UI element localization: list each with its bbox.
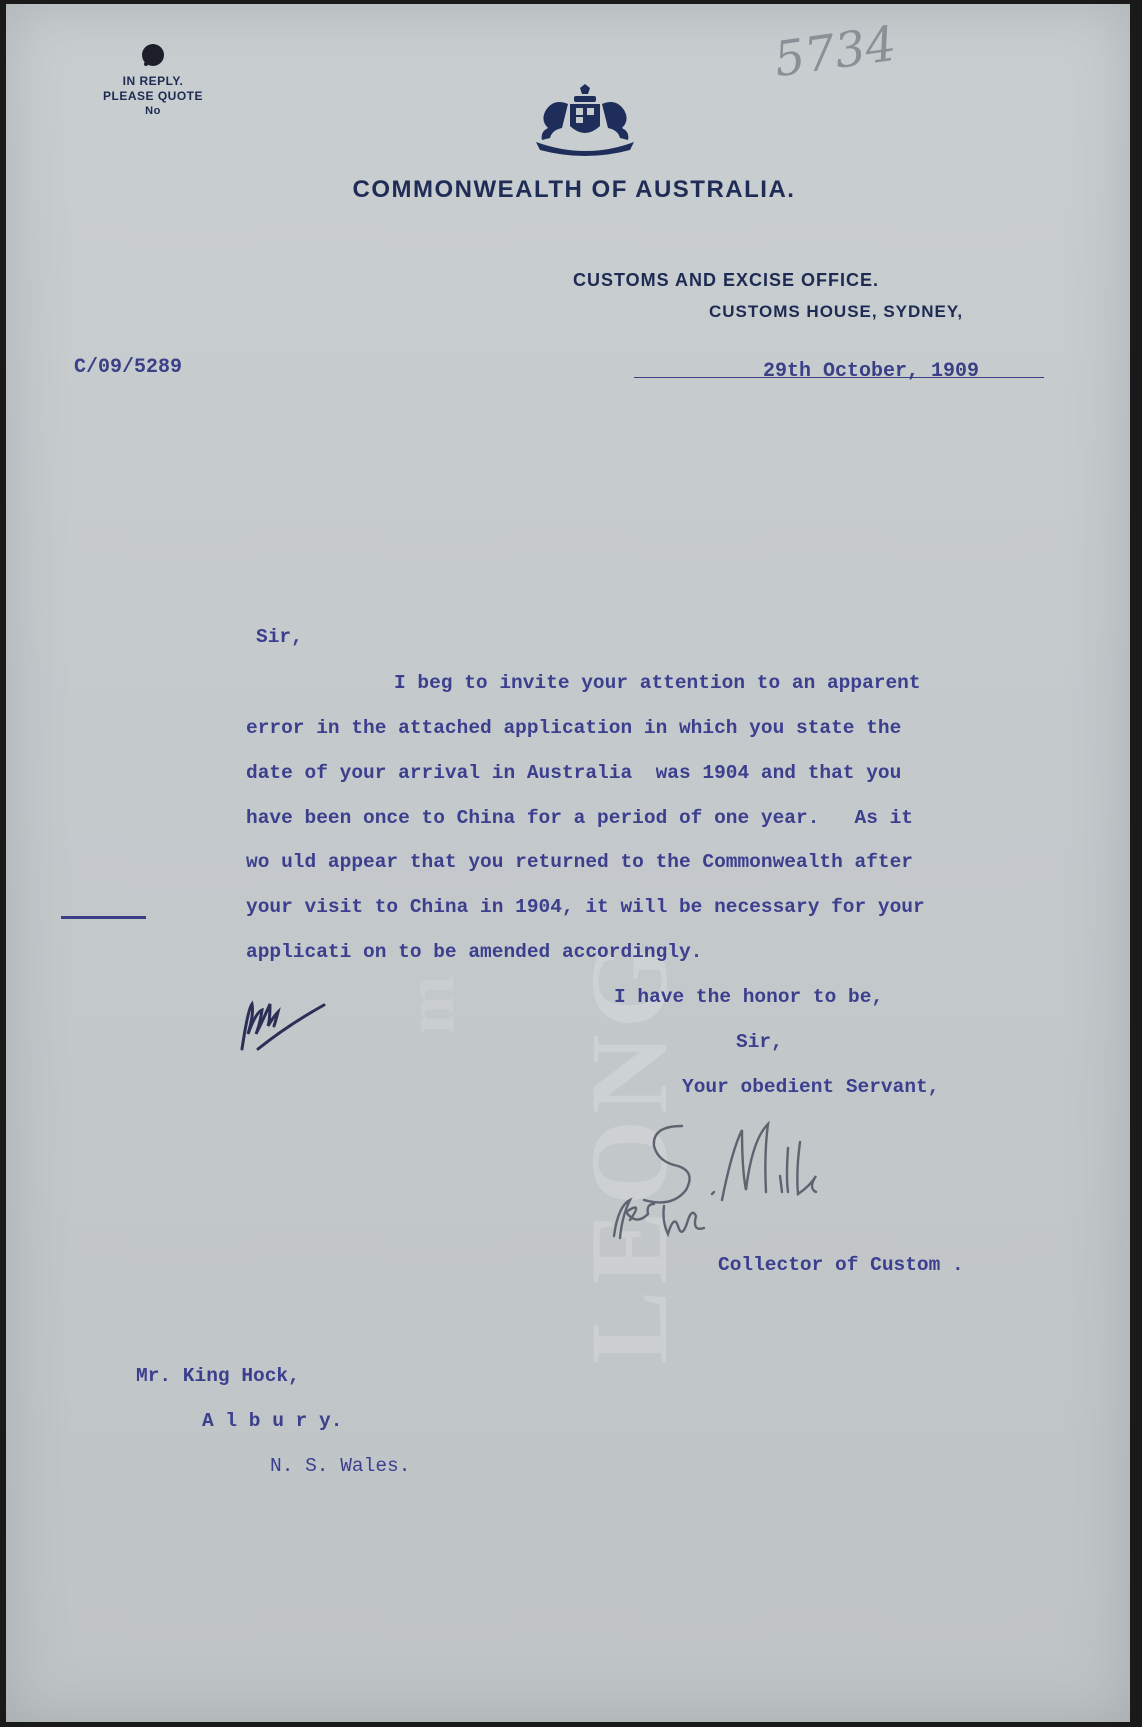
watermark-stamp: LEONG [568,936,690,1364]
letter-paper [6,4,1130,1722]
office-name: CUSTOMS AND EXCISE OFFICE. [573,270,880,290]
reply-line-1: IN REPLY. [122,74,184,88]
body-line-5: wo uld appear that you returned to the Commonwealth after [246,851,914,873]
ink-blot-icon [138,40,168,70]
body-line-2: error in the attached application in which you state the [246,717,902,739]
coat-of-arms-icon [530,84,640,154]
office-address: CUSTOMS HOUSE, SYDNEY, [709,302,964,321]
letter-date: 29th October, 1909 [763,360,980,383]
reply-line-3: No [145,105,161,117]
addressee-name: Mr. King Hock, [136,1365,300,1387]
watermark-stamp-secondary: m [392,975,469,1034]
letterhead-title: COMMONWEALTH OF AUSTRALIA. [352,176,796,203]
collector-title: Collector of Custom . [718,1254,964,1276]
body-line-6: your visit to China in 1904, it will be necessary for your [246,896,925,918]
reference-number: C/09/5289 [74,356,183,379]
handwritten-initials-icon [234,979,334,1059]
closing-line-2: Sir, [736,1031,783,1053]
margin-underline-mark [61,916,146,919]
pencil-annotation: 5734 [770,15,900,89]
reply-line-2: PLEASE QUOTE [102,89,203,103]
reply-quote-block [78,74,228,119]
closing-line-3: Your obedient Servant, [682,1076,940,1098]
body-line-1: I beg to invite your attention to an apparent [394,672,921,694]
handwritten-signature-icon [604,1116,864,1256]
body-line-4: have been once to China for a period of one year. As it [246,807,914,829]
addressee-town: A l b u r y. [202,1410,343,1432]
body-line-3: date of your arrival in Australia was 1904 and that you [246,762,902,784]
closing-line-1: I have the honor to be, [614,986,884,1008]
body-line-7: applicati on to be amended accordingly. [246,941,703,963]
salutation: Sir, [256,626,303,648]
addressee-state: N. S. Wales. [270,1455,411,1477]
